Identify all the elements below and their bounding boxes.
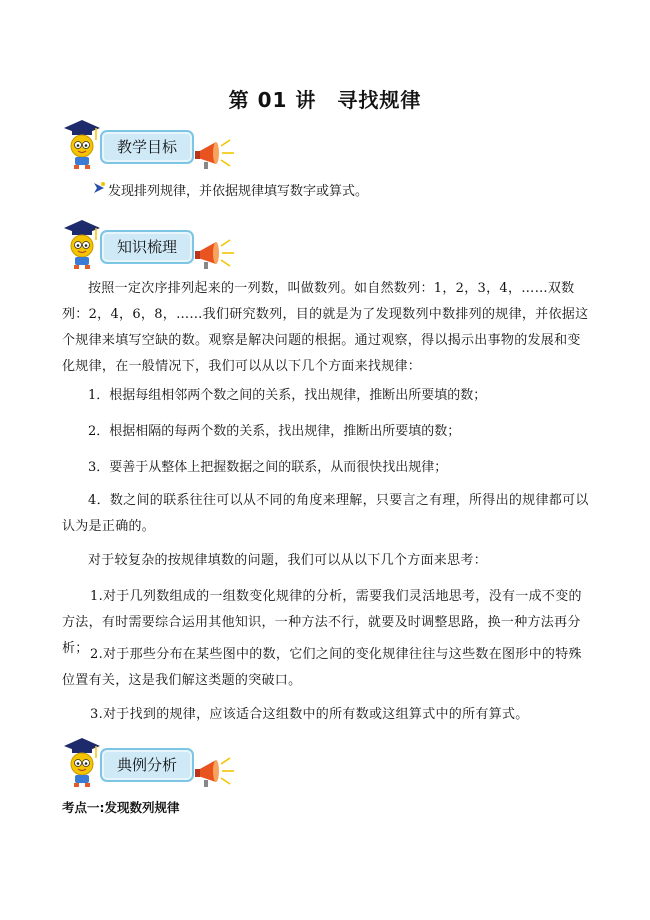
section-header-goals	[60, 118, 260, 178]
method-item-3: 3．要善于从整体上把握数据之间的联系，从而很快找出规律；	[88, 460, 448, 475]
complex-item-2: 2.对于那些分布在某些图中的数，它们之间的变化规律往往与这些数在图形中的特殊位置有关，这是我们解这类题的突破口。	[62, 647, 582, 688]
mascot-icon	[60, 736, 100, 788]
intro-paragraph: 按照一定次序排列起来的一列数，叫做数列。如自然数列：1，2，3，4，……双数列：2，4，6，8，……我们研究数列，目的就是为了发现数列中数排列的规律，并依据这个规律来填写空缺的数。观察是解决问题的根据。通过观察，得以揭示出事物的发展和变化规律，在一般情况下，我们可以从以下几个方面来找规律：	[62, 281, 589, 374]
section-header-examples	[60, 736, 260, 796]
mascot-icon	[60, 118, 100, 170]
megaphone-icon	[194, 238, 236, 270]
section-label-goals: 教学目标	[100, 130, 194, 164]
complex-item-3: 3.对于找到的规律，应该适合这组数中的所有数或这组算式中的所有算式。	[90, 707, 529, 722]
mascot-icon	[60, 218, 100, 270]
section-label-knowledge: 知识梳理	[100, 230, 194, 264]
section-header-knowledge	[60, 218, 260, 278]
method-item-2: 2．根据相隔的每两个数的关系，找出规律，推断出所要填的数；	[88, 424, 461, 439]
complex-item-1: 1.对于几列数组成的一组数变化规律的分析，需要我们灵活地思考，没有一成不变的方法，有时需要综合运用其他知识，一种方法不行，就要及时调整思路，换一种方法再分析；	[62, 589, 582, 656]
goal-item	[108, 180, 368, 199]
method-item-4: 4．数之间的联系往往可以从不同的角度来理解，只要言之有理，所得出的规律都可以认为是正确的。	[62, 493, 589, 534]
pointer-icon	[92, 181, 106, 195]
kaodian-heading: 考点一:发现数列规律	[62, 800, 180, 815]
page-title: 第 01 讲 寻找规律	[228, 88, 422, 112]
complex-intro: 对于较复杂的按规律填数的问题，我们可以从以下几个方面来思考：	[88, 553, 488, 568]
section-label-examples: 典例分析	[100, 748, 194, 782]
megaphone-icon	[194, 138, 236, 170]
megaphone-icon	[194, 756, 236, 788]
method-item-1: 1．根据每组相邻两个数之间的关系，找出规律，推断出所要填的数；	[88, 388, 487, 403]
goal-text: 发现排列规律，并依据规律填写数字或算式。	[108, 184, 369, 199]
